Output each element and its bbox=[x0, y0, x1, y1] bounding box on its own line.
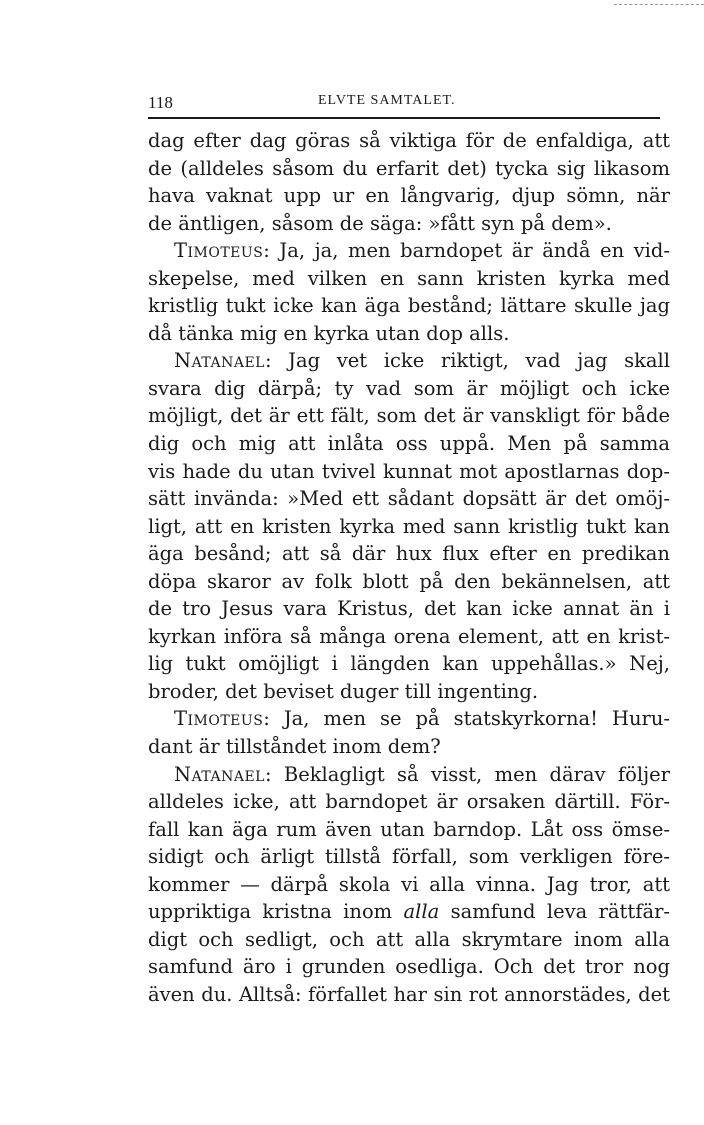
line-text: även du. Alltså: förfallet har sin rot annorstädes, det bbox=[148, 982, 670, 1006]
body-text bbox=[148, 127, 670, 1009]
line-text: digt och sedligt, och att alla skrymtare inom alla bbox=[148, 927, 670, 951]
line-text: alldeles icke, att barndopet är orsaken därtill. För- bbox=[148, 790, 670, 814]
line-text: lig tukt omöjligt i längden kan uppehållas.» Nej, bbox=[148, 652, 670, 676]
text-line bbox=[148, 953, 670, 981]
line-text: möjligt, det är ett fält, som det är vanskligt för både bbox=[148, 404, 670, 428]
scan-edge-mark bbox=[614, 4, 704, 6]
line-text: de äntligen, såsom de säga: »fått syn på dem». bbox=[148, 211, 612, 235]
speaker-name: Natanael bbox=[174, 349, 265, 373]
line-text: : Beklagligt så visst, men därav följer bbox=[264, 762, 670, 786]
text-line bbox=[148, 265, 670, 293]
line-text: : Ja, ja, men barndopet är ändå en vid- bbox=[263, 239, 670, 263]
text-line bbox=[148, 733, 670, 761]
text-line bbox=[148, 430, 670, 458]
text-line bbox=[148, 816, 670, 844]
line-text: de tro Jesus vara Kristus, det kan icke annat än i bbox=[148, 597, 670, 621]
line-text: sidigt och ärligt tillstå förfall, som verkligen före- bbox=[148, 845, 670, 869]
header-rule bbox=[148, 117, 660, 119]
text-line bbox=[148, 595, 670, 623]
line-text: dag efter dag göras så viktiga för de enfaldiga, att bbox=[148, 129, 670, 152]
speaker-name: Timoteus bbox=[174, 707, 264, 731]
line-text: samfund äro i grunden osedliga. Och det tror nog bbox=[148, 955, 670, 979]
line-text: då tänka mig en kyrka utan dop alls. bbox=[148, 321, 510, 345]
page-header bbox=[148, 93, 660, 117]
speaker-name: Natanael bbox=[174, 762, 265, 786]
text-line bbox=[148, 182, 670, 210]
emphasis-text: alla bbox=[403, 900, 440, 924]
text-line bbox=[148, 402, 670, 430]
line-text: svara dig därpå; ty vad som är möjligt och icke bbox=[148, 376, 670, 400]
text-line bbox=[148, 650, 670, 678]
text-line bbox=[148, 292, 670, 320]
text-line bbox=[148, 705, 670, 733]
line-text: uppriktiga kristna inom bbox=[148, 900, 404, 924]
text-line bbox=[148, 210, 670, 238]
running-head: ELVTE SAMTALET. bbox=[318, 93, 456, 108]
line-text: dant är tillståndet inom dem? bbox=[148, 735, 441, 759]
text-line bbox=[148, 237, 670, 265]
text-line bbox=[148, 678, 670, 706]
line-text: hava vaknat upp ur en långvarig, djup sömn, när bbox=[148, 184, 670, 208]
text-line bbox=[148, 485, 670, 513]
line-text: vis hade du utan tvivel kunnat mot apostlarnas dop- bbox=[148, 459, 670, 483]
line-text: skepelse, med vilken en sann kristen kyrka med bbox=[148, 266, 670, 290]
line-text: : Ja, men se på statskyrkorna! Huru- bbox=[263, 707, 670, 731]
text-line bbox=[148, 788, 670, 816]
text-line bbox=[148, 540, 670, 568]
text-line bbox=[148, 127, 670, 155]
text-line bbox=[148, 898, 670, 926]
text-line bbox=[148, 623, 670, 651]
line-text: sätt invända: »Med ett sådant dopsätt är det omöj- bbox=[148, 487, 670, 511]
text-line bbox=[148, 981, 670, 1009]
line-text: : Jag vet icke riktigt, vad jag skall bbox=[264, 349, 670, 373]
text-line bbox=[148, 926, 670, 954]
text-line bbox=[148, 513, 670, 541]
text-line bbox=[148, 155, 670, 183]
line-text: broder, det beviset duger till ingenting. bbox=[148, 679, 539, 703]
line-text: ligt, att en kristen kyrka med sann kristlig tukt kan bbox=[148, 514, 670, 538]
page-number: 118 bbox=[148, 93, 173, 112]
line-text: kommer — därpå skola vi alla vinna. Jag tror, att bbox=[148, 872, 670, 896]
text-line bbox=[148, 843, 670, 871]
speaker-name: Timoteus bbox=[174, 239, 264, 263]
line-text: äga besånd; att så där hux flux efter en predikan bbox=[148, 542, 670, 566]
line-text: de (alldeles såsom du erfarit det) tycka sig likasom bbox=[148, 156, 670, 180]
text-line bbox=[148, 568, 670, 596]
text-line bbox=[148, 375, 670, 403]
text-line bbox=[148, 458, 670, 486]
line-text: kyrkan införa så många orena element, att en krist- bbox=[148, 624, 670, 648]
text-line bbox=[148, 347, 670, 375]
line-text: samfund leva rättfär- bbox=[439, 900, 670, 924]
line-text: dig och mig att inlåta oss uppå. Men på samma bbox=[148, 432, 670, 456]
line-text: fall kan äga rum även utan barndop. Låt oss ömse- bbox=[148, 817, 670, 841]
line-text: döpa skaror av folk blott på den bekännelsen, att bbox=[148, 569, 670, 593]
line-text: kristlig tukt icke kan äga bestånd; lättare skulle jag bbox=[148, 294, 670, 318]
text-line bbox=[148, 761, 670, 789]
text-line bbox=[148, 320, 670, 348]
text-line bbox=[148, 871, 670, 899]
